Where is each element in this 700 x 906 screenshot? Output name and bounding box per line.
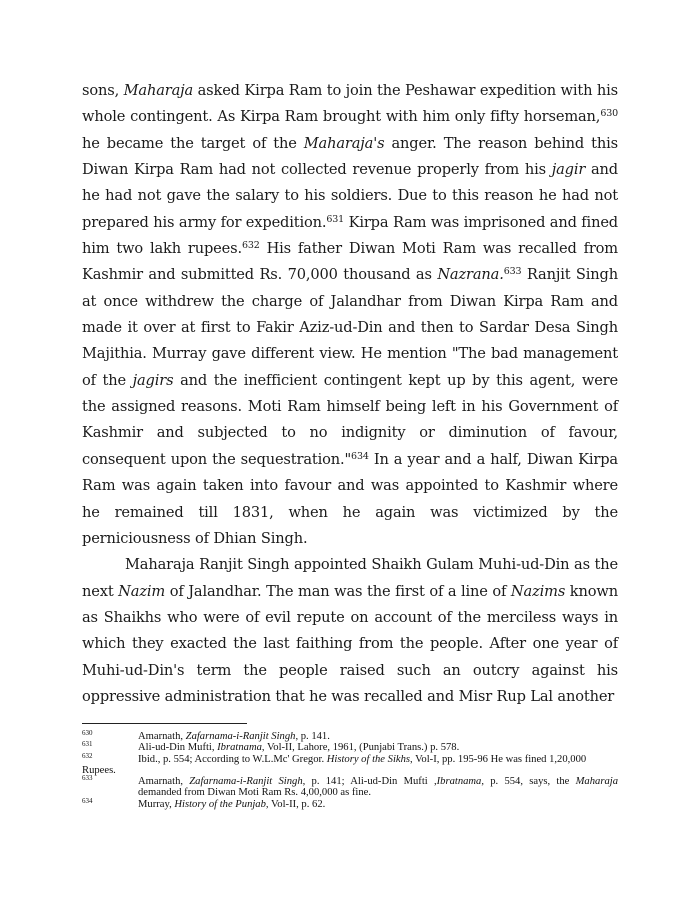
footnote-separator (82, 723, 247, 724)
text-run: known as Shaikhs who were of evil repute on account of the merciless ways in which they exacted the last faithing from the people. After one year of Muhi-ud-Din's term the people raised such an outcry against his oppressive administration that he was recalled and Misr Rup Lal another (82, 582, 618, 705)
paragraph (82, 552, 618, 710)
italic-text: Maharaja (575, 776, 618, 788)
footnote-reference[interactable]: 634 (351, 450, 369, 462)
italic-text: History of the Sikhs (326, 753, 411, 765)
text-run: anger. The reason behind this Diwan Kirpa Ram had not collected revenue properly from his (82, 134, 618, 179)
italic-text: Ibratnama (217, 742, 262, 754)
italic-text: Nazim (118, 582, 166, 600)
italic-text: Maharaja's (303, 134, 385, 152)
text-run: p. 141; Ali-ud-Din Mufti , (305, 776, 437, 788)
footnote-reference[interactable]: 630 (600, 108, 618, 120)
footnote-overflow-text: Rupees. (82, 764, 116, 776)
text-run: asked Kirpa Ram to join the Peshawar expedition with his whole contingent. As Kirpa Ram brought with him only fifty horseman, (82, 82, 618, 126)
text-run: In a year and a half, Diwan Kirpa Ram was again taken into favour and was appointed to Kashmir where he remained till 1831, when he again was victimized by the perniciousness of Dhian Singh. (82, 450, 618, 547)
italic-text: Zafarnama-i-Ranjit Singh (185, 731, 296, 742)
footnotes (82, 723, 618, 810)
footnote-633 (82, 776, 618, 799)
footnote-631 (82, 742, 618, 753)
text-run: and the inefficient contingent kept up by this agent, were the assigned reasons. Moti Ram himself being left in his Government of Kashmir and subjected to no indignity or diminution of favour, consequent upon the sequestration." (82, 371, 618, 468)
text-run: Ibid., p. 554; According to W.L.Mc' Gregor. (138, 753, 327, 765)
text-run: Maharaja Ranjit Singh appointed Shaikh Gulam Muhi-ud-Din as the next (82, 556, 618, 600)
paragraph (82, 78, 618, 552)
footnote-list (82, 731, 618, 810)
italic-text: jagir (551, 161, 586, 179)
italic-text: Maharaja (123, 82, 194, 99)
text-run: demanded from Diwan Moti Ram Rs. 4,00,000 as fine. (138, 787, 372, 799)
italic-text: Ibratnama (436, 776, 482, 788)
page-body (82, 78, 618, 710)
text-run: , Vol-II, Lahore, 1961, (Punjabi Trans.) p. 578. (261, 742, 460, 754)
footnote-630 (82, 731, 618, 742)
text-run: , p. 141. (295, 731, 330, 742)
text-run: Amarnath, (138, 731, 186, 742)
italic-text: Nazrana. (437, 266, 504, 284)
text-run: Kirpa Ram was imprisoned and fined him two lakh rupees. (82, 213, 618, 258)
body-text (82, 78, 618, 710)
footnote-number: 631 (82, 740, 93, 749)
italic-text: jagirs (132, 371, 174, 389)
text-run: His father Diwan Moti Ram was recalled from Kashmir and submitted Rs. 70,000 thousand as (82, 240, 618, 284)
text-run: he became the target of the (82, 134, 304, 152)
text-run: , Vol-I, pp. 195-96 He was fined 1,20,000 (410, 753, 587, 765)
footnote-reference[interactable]: 633 (503, 266, 522, 278)
text-run: Ali-ud-Din Mufti, (138, 742, 218, 754)
footnote-number: 634 (82, 796, 93, 805)
text-run: of Jalandhar. The man was the first of a line of (165, 582, 511, 600)
footnote-reference[interactable]: 632 (241, 240, 260, 252)
italic-text: Nazims (510, 582, 566, 600)
footnote-634 (82, 796, 618, 810)
footnote-number: 633 (82, 774, 93, 783)
footnote-reference[interactable]: 631 (326, 213, 345, 225)
footnote-number: 632 (82, 751, 93, 760)
footnote-632 (82, 751, 618, 777)
text-run: and he had not gave the salary to his soldiers. Due to this reason he had not prepared his army for expedition. (82, 161, 619, 231)
text-run: Vol-II, p. 62. (268, 798, 326, 810)
text-run: Amarnath, (138, 776, 190, 788)
text-run: , p. 554, says, the (481, 776, 576, 788)
text-run: sons, (82, 82, 124, 99)
text-run: Ranjit Singh at once withdrew the charge of Jalandhar from Diwan Kirpa Ram and made it over at first to Fakir Aziz-ud-Din and then to Sardar Desa Singh Majithia. Murray gave different view. He mention "The bad management of the (82, 266, 618, 389)
text-run: Murray, (138, 798, 175, 810)
italic-text: History of the Punjab, (174, 798, 269, 810)
italic-text: Zafarnama-i-Ranjit Singh, (189, 776, 306, 788)
footnote-number: 630 (82, 729, 93, 737)
